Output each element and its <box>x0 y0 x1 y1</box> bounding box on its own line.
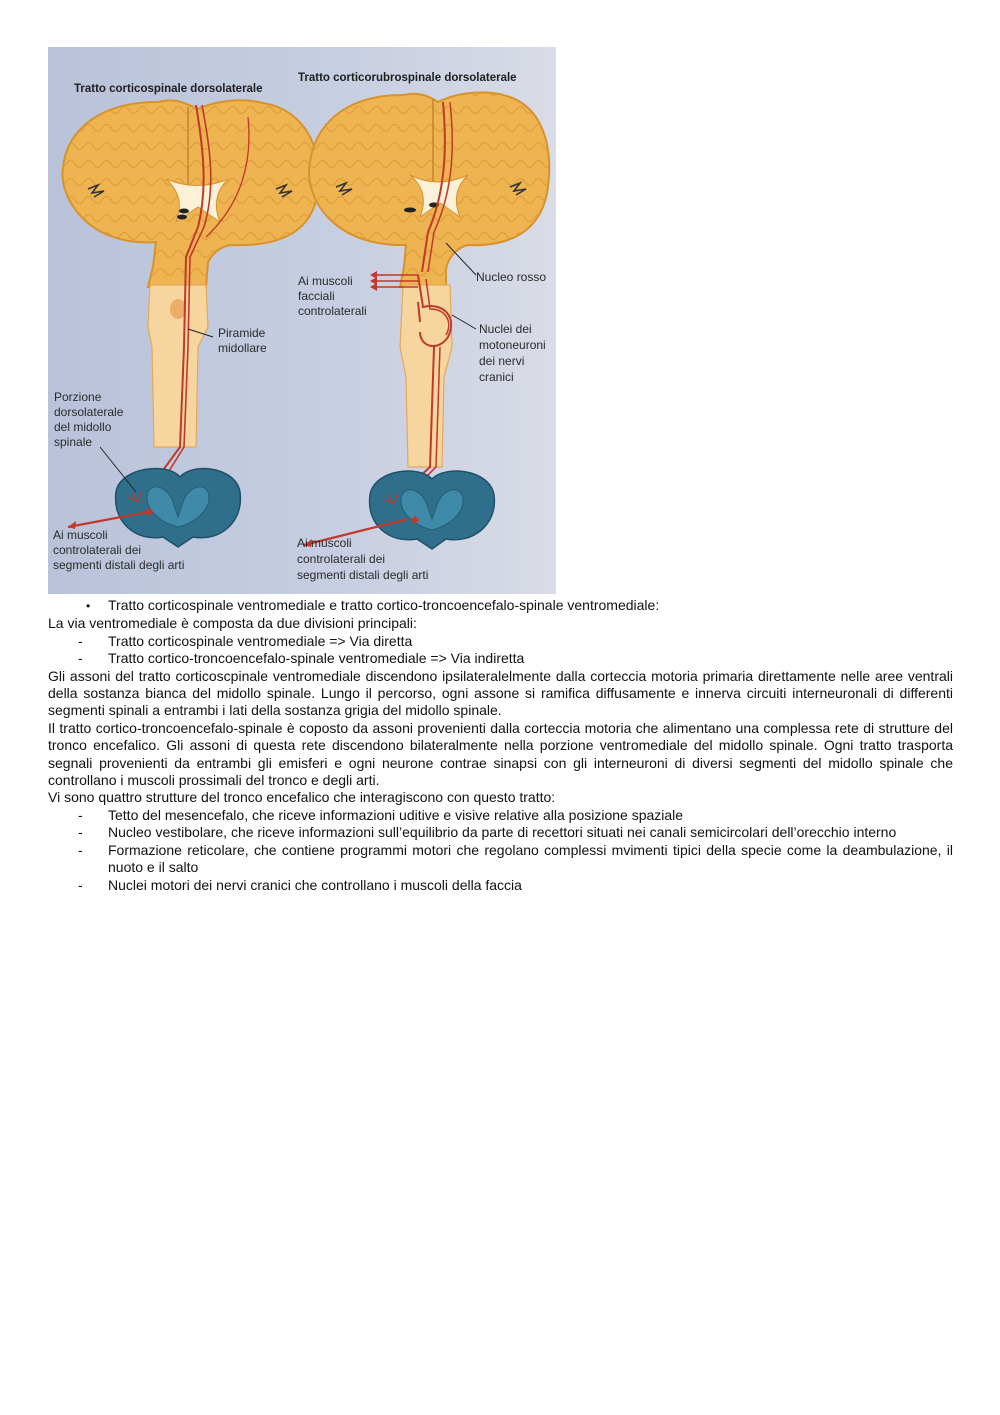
bullet-symbol: • <box>86 599 91 613</box>
label-piramide: Piramide midollare <box>218 326 267 355</box>
left-figure-title: Tratto corticospinale dorsolaterale <box>74 83 263 95</box>
dash-symbol: - <box>78 876 83 893</box>
dash-symbol: - <box>78 841 83 858</box>
dash-symbol: - <box>78 632 83 649</box>
dash-symbol: - <box>78 824 83 841</box>
structure-text: Formazione reticolare, che contiene programmi motori che regolano complessi mvimenti tipici della specie come la deambulazione, il nuoto e il salto <box>108 841 953 876</box>
brain-pathways-figure <box>48 47 556 594</box>
dash-symbol: - <box>78 806 83 823</box>
label-nucleo-rosso: Nucleo rosso <box>476 270 547 284</box>
paragraph-2: Il tratto cortico-troncoencefalo-spinale è coposto da assoni provenienti dalla corteccia motoria che alimentano una complessa rete di strutture del tronco encefalico. Gli assoni di questa rete discendono bilateralmente nella porzione ventromediale del midollo spinale. Ogni tratto trasporta segnali provenienti da entrambi gli emisferi e ogni neurone contrae sinapsi con gli interneuroni di diversi segmenti del midollo spinale che controllano i muscoli prossimali del tronco e degli arti. <box>48 719 953 789</box>
figure-illustration <box>48 47 556 594</box>
division-text: Tratto cortico-troncoencefalo-spinale ventromediale => Via indiretta <box>108 650 525 667</box>
label-ai-muscoli-facciali: Ai muscoli facciali controlaterali <box>298 274 367 318</box>
label-porzione-dorsolaterale: Porzione dorsolaterale del midollo spinale <box>54 390 124 449</box>
intro-text: La via ventromediale è composta da due divisioni principali: <box>48 615 417 632</box>
division-item <box>48 633 953 650</box>
document-body <box>48 597 953 894</box>
label-nuclei-motoneuroni: Nuclei dei motoneuroni dei nervi cranici <box>479 322 546 384</box>
bullet-text: Tratto corticospinale ventromediale e tratto cortico-troncoencefalo-spinale ventromediale: <box>108 597 660 613</box>
structure-item <box>48 877 953 894</box>
right-figure-title: Tratto corticorubrospinale dorsolaterale <box>298 72 517 84</box>
paragraph-3: Vi sono quattro strutture del tronco encefalico che interagiscono con questo tratto: <box>48 789 556 806</box>
structure-item <box>48 824 953 841</box>
structure-text: Nuclei motori dei nervi cranici che controllano i muscoli della faccia <box>108 876 522 893</box>
label-ai-muscoli-right: Ai muscoli controlaterali dei segmenti distali degli arti <box>297 536 429 582</box>
structure-item <box>48 842 953 877</box>
division-text: Tratto corticospinale ventromediale => Via diretta <box>108 632 413 649</box>
division-item <box>48 650 953 667</box>
structure-item <box>48 807 953 824</box>
structure-text: Tetto del mesencefalo, che riceve informazioni uditive e visive relative alla posizione spaziale <box>108 806 684 823</box>
structure-text: Nucleo vestibolare, che riceve informazioni sull’equilibrio da parte di recettori situati nei canali semicircolari dell’orecchio interno <box>108 824 897 841</box>
paragraph-1: Gli assoni del tratto corticoscpinale ventromediale discendono ipsilateralelmente dalla corteccia motoria primaria direttamente nelle aree ventrali della sostanza bianca del midollo spinale. Lungo il percorso, ogni assone si ramifica diffusamente e innerva circuiti interneuronali di differenti segmenti spinali a entrambi i lati della sostanza grigia del midollo spinale. <box>48 667 953 719</box>
bullet-item <box>48 597 953 615</box>
dash-symbol: - <box>78 650 83 667</box>
label-ai-muscoli-left: Ai muscoli controlaterali dei segmenti distali degli arti <box>53 528 185 572</box>
